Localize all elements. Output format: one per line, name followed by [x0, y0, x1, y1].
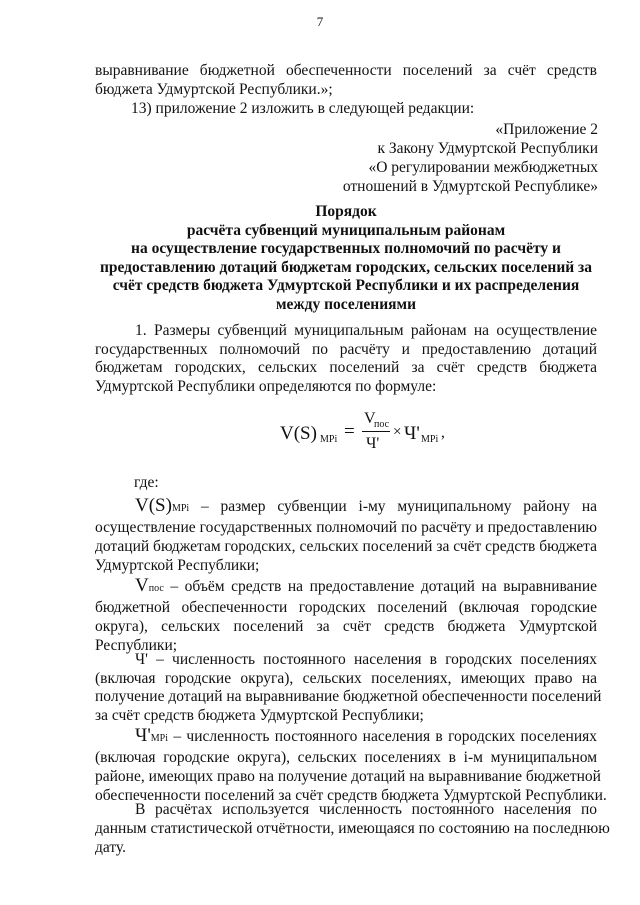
- intro-line: бюджета Удмуртской Республики.»;: [95, 80, 333, 98]
- definition-line: Удмуртской Республики;: [95, 557, 260, 574]
- definition-line: получение дотаций на выравнивание бюджетной обеспеченности поселений: [95, 688, 602, 705]
- definition-symbol: V: [135, 575, 149, 596]
- formula-lhs-subscript: MPi: [320, 434, 338, 445]
- paragraph-line: данным статистической отчётности, имеющаяся по состоянию на последнюю: [95, 820, 610, 837]
- paragraph-line: дату.: [95, 839, 127, 856]
- intro-line: выравнивание бюджетной обеспеченности поселений за счёт средств: [95, 62, 597, 79]
- definition-line: дотаций бюджетам городских, сельских поселений за счёт средств бюджета: [95, 538, 597, 555]
- definition-line: бюджетной обеспеченности городских поселений (включая городские: [95, 599, 597, 616]
- definition-line: [95, 496, 597, 518]
- paragraph-2: [95, 800, 610, 857]
- appendix-line: отношений в Удмуртской Республике»: [342, 178, 598, 195]
- definition-line: обеспеченности поселений за счёт средств бюджета Удмуртской Республики.: [95, 787, 607, 804]
- paragraph-line: бюджетам городских, сельских поселений за счёт средств бюджета: [95, 359, 597, 377]
- paragraph-line: Удмуртской Республики определяются по формуле:: [95, 377, 437, 395]
- formula-numerator: V: [364, 410, 376, 427]
- definition-line: Республики;: [95, 637, 178, 654]
- appendix-line: «О регулировании межбюджетных: [368, 159, 598, 176]
- paragraph-line: 1. Размеры субвенций муниципальным районам на осуществление: [135, 322, 597, 339]
- document-title: [95, 203, 597, 314]
- definition-symbol-subscript: MPi: [171, 503, 190, 514]
- appendix-line: «Приложение 2: [495, 121, 598, 138]
- formula-denominator: Ч': [366, 435, 380, 452]
- formula-comma: ,: [441, 424, 445, 441]
- appendix-line: к Закону Удмуртской Республики: [377, 140, 598, 157]
- item-13: 13) приложение 2 изложить в следующей редакции:: [131, 100, 475, 117]
- title-line: на осуществление государственных полномочий по расчёту и: [131, 240, 561, 257]
- paragraph-line: В расчётах используется численность постоянного населения по: [135, 801, 597, 818]
- definition-text: – размер субвенции i-му муниципальному району на: [189, 498, 597, 515]
- title-line: между поселениями: [275, 295, 417, 313]
- page-number: 7: [316, 14, 324, 29]
- title-line: расчёта субвенций муниципальным районам: [186, 221, 506, 239]
- paragraph-line: государственных полномочий по расчёту и предоставлению дотаций: [95, 340, 597, 358]
- definition-line: районе, имеющих право на получение дотаций на выравнивание бюджетной: [95, 768, 601, 785]
- formula-lhs: V(S): [280, 423, 317, 444]
- formula-numerator-subscript: пос: [374, 419, 390, 430]
- definition-vpos: [95, 576, 597, 655]
- definition-symbol-subscript: MPi: [150, 733, 169, 744]
- definition-symbol: V(S): [135, 495, 172, 516]
- definition-symbol: Ч': [135, 725, 151, 746]
- formula-times: ×: [393, 424, 402, 440]
- definition-line: Ч' – численность постоянного населения в городских поселениях: [135, 651, 597, 668]
- where-label: где:: [134, 474, 159, 491]
- definition-line: осуществление государственных полномочий по расчёту и предоставлению: [95, 519, 597, 536]
- formula-rhs-subscript: MPi: [421, 434, 439, 445]
- definition-ch: [95, 651, 602, 725]
- definition-text: – численность постоянного населения в городских поселениях: [168, 728, 597, 745]
- definition-line: за счёт средств бюджета Удмуртской Республики;: [95, 706, 424, 724]
- formula-equals: =: [344, 421, 355, 442]
- definition-ch-mpi: [95, 725, 607, 805]
- definition-text: – объём средств на предоставление дотаций на выравнивание: [163, 578, 597, 595]
- title-line: Порядок: [315, 203, 377, 220]
- definition-line: [95, 726, 597, 748]
- definition-symbol-subscript: пос: [148, 583, 164, 594]
- intro-paragraph: [95, 62, 597, 99]
- paragraph-1: [95, 322, 597, 396]
- title-line: счёт средств бюджета Удмуртской Республики и их распределения: [112, 277, 580, 294]
- formula-rhs: Ч': [404, 423, 420, 444]
- definition-line: [95, 576, 597, 598]
- definition-line: (включая городские округа), сельских поселениях, имеющих право на: [95, 669, 597, 687]
- definition-line: округа), сельских поселений за счёт средств бюджета Удмуртской: [95, 618, 597, 635]
- appendix-reference: [343, 120, 598, 196]
- definition-line: (включая городские округа), сельских поселениях в i-м муниципальном: [95, 749, 597, 766]
- fraction-bar: [362, 431, 390, 432]
- title-line: предоставлению дотаций бюджетам городских, сельских поселений за: [99, 258, 593, 276]
- definition-vs: [95, 496, 597, 575]
